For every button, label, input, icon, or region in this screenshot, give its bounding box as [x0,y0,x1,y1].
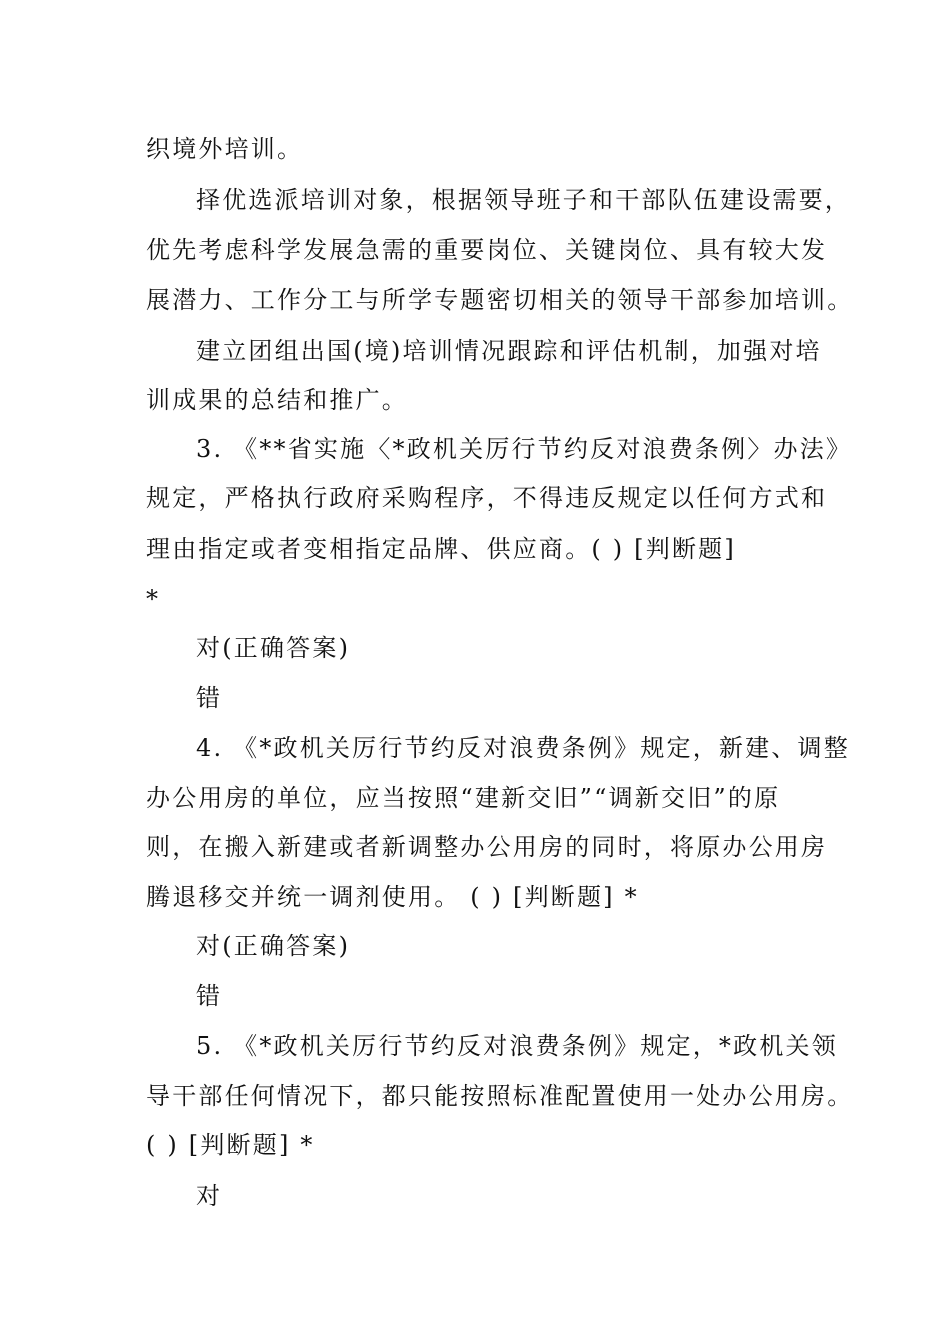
text-line: 展潜力、工作分工与所学专题密切相关的领导干部参加培训。 [146,286,854,314]
required-marker: * [146,585,161,613]
option-false: 错 [196,684,223,712]
text-line: 优先考虑科学发展急需的重要岗位、关键岗位、具有较大发 [146,236,828,264]
option-true-correct: 对(正确答案) [196,634,351,662]
text-line: 规定，严格执行政府采购程序，不得违反规定以任何方式和 [146,484,828,512]
option-false: 错 [196,982,223,1010]
question-5-title: 5. 《*政机关厉行节约反对浪费条例》规定，*政机关领 [196,1032,838,1060]
text-line: 办公用房的单位，应当按照“建新交旧”“调新交旧”的原 [146,784,781,812]
option-true-correct: 对(正确答案) [196,932,351,960]
question-3-title: 3. 《**省实施〈*政机关厉行节约反对浪费条例〉办法》 [196,435,853,463]
text-line: ( ) [判断题] * [146,1131,315,1159]
question-4-title: 4. 《*政机关厉行节约反对浪费条例》规定，新建、调整 [196,734,850,762]
text-line: 理由指定或者变相指定品牌、供应商。( ) [判断题] [146,535,736,563]
text-line: 织境外培训。 [146,135,304,163]
text-line: 腾退移交并统一调剂使用。 ( ) [判断题] * [146,883,639,911]
text-line: 导干部任何情况下，都只能按照标准配置使用一处办公用房。 [146,1082,854,1110]
text-line: 建立团组出国(境)培训情况跟踪和评估机制，加强对培 [196,337,822,365]
text-line: 择优选派培训对象，根据领导班子和干部队伍建设需要， [196,186,851,214]
option-true: 对 [196,1182,223,1210]
text-line: 则，在搬入新建或者新调整办公用房的同时，将原办公用房 [146,833,828,861]
text-line: 训成果的总结和推广。 [146,386,408,414]
